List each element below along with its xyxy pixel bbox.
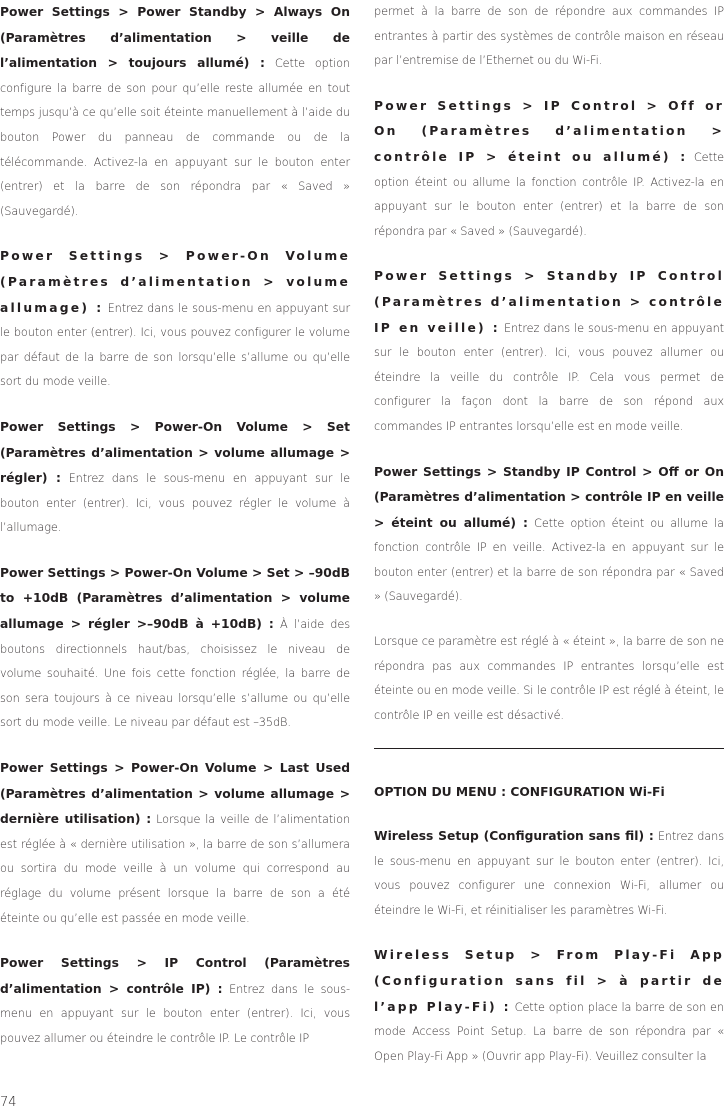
entry-standby-note: [374, 630, 724, 728]
entry-ip-control: [0, 951, 350, 1051]
page-number: 74: [0, 1095, 17, 1110]
entry-wireless-setup: [374, 824, 724, 923]
entry-body: Entrez dans le sous-menu en appuyant sur le bouton enter (entrer). Ici, vous pouvez allumer ou éteindre la veille du contrôle IP. Cela vous permet de configurer la façon dont la barre de son répond aux commandes IP entrantes lorsqu’elle est en mode veille.: [374, 321, 724, 433]
entry-wireless-setup-play-fi: [374, 943, 724, 1069]
entry-heading: Power Settings > Power Standby > Always On (Paramètres d’alimentation > veille de l’alimentation > toujours allumé) :: [0, 5, 350, 71]
entry-power-on-volume-range: [0, 561, 350, 736]
right-column: [374, 0, 724, 1089]
entry-body: Cette option configure la barre de son pour qu’elle reste allumée en tout temps jusqu’à ce qu’elle soit éteinte manuellement à l’aide du bouton Power du panneau de commande ou de la télécommande. Activez-la en appuyant sur le bouton enter (entrer) et la barre de son répondra par « Saved » (Sauvegardé).: [0, 57, 350, 218]
section-divider: [374, 748, 724, 749]
entry-body: Cette option place la barre de son en mode Access Point Setup. La barre de son répondra par « Open Play-Fi App » (Ouvrir app Play-Fi). Veuillez consulter la: [374, 1000, 724, 1063]
entry-body: Entrez dans le sous-menu en appuyant sur le bouton enter (entrer). Ici, vous pouvez allumer ou éteindre le contrôle IP. Le contrôle IP: [0, 982, 350, 1045]
left-column: [0, 0, 350, 1072]
entry-standby-ip-control: [374, 264, 724, 439]
entry-ip-control-off-on: [374, 94, 724, 245]
entry-heading: Power Settings > IP Control > Off or On (Paramètres d’alimentation > contrôle IP > éteint ou allumé) :: [374, 98, 724, 164]
entry-heading: Wireless Setup > From Play-Fi App (Configuration sans fil > à partir de l’app Play-Fi) :: [374, 948, 724, 1014]
entry-heading: Power Settings > Power-On Volume > Set > –90dB to +10dB (Paramètres d’alimentation > volume allumage > régler >–90dB à +10dB) :: [0, 565, 350, 632]
entry-power-standby-always-on: [0, 0, 350, 224]
entry-standby-ip-control-off-on: [374, 460, 724, 611]
entry-heading: Wireless Setup (Configuration sans fil) :: [374, 829, 654, 844]
entry-power-on-volume-set: [0, 415, 350, 541]
entry-body: Lorsque la veille de l’alimentation est réglée à « dernière utilisation », la barre de son s’allumera ou sortira du mode veille à un volume qui correspond au réglage du volume présent lorsque la barre de son a été éteinte ou qu’elle est passée en mode veille.: [0, 813, 351, 925]
entry-body: Entrez dans le sous-menu en appuyant sur le bouton enter (entrer). Ici, vous pouvez configurer le volume par défaut de la barre de son lorsqu’elle s’allume ou qu’elle sort du mode veille.: [0, 301, 350, 389]
entry-body: Entrez dans le sous-menu en appuyant sur le bouton enter (entrer). Ici, vous pouvez régler le volume à l’allumage.: [0, 472, 350, 535]
entry-ip-control-continued: [374, 0, 724, 74]
entry-body: Cette option éteint ou allume la fonction contrôle IP. Activez-la en appuyant sur le bouton enter (entrer) et la barre de son répondra par « Saved » (Sauvegardé).: [374, 150, 724, 238]
entry-power-on-volume: [0, 244, 350, 395]
menu-section-title: OPTION DU MENU : CONFIGURATION Wi-Fi: [374, 785, 665, 800]
entry-body: Entrez dans le sous-menu en appuyant sur le bouton enter (entrer). Ici, vous pouvez configurer une connexion Wi-Fi, allumer ou éteindre le Wi-Fi, et réinitialiser les paramètres Wi-Fi.: [374, 830, 724, 917]
entry-heading: Power Settings > Power-On Volume (Paramètres d’alimentation > volume allumage) :: [0, 249, 350, 315]
entry-heading: Power Settings > Power-On Volume > Set (Paramètres d’alimentation > volume allumage > régler) :: [0, 419, 350, 486]
entry-body: permet à la barre de son de répondre aux commandes IP entrantes à partir des systèmes de contrôle maison en réseau par l’entremise de l’Ethernet ou du Wi-Fi.: [374, 5, 724, 68]
entry-heading: Power Settings > Standby IP Control (Paramètres d’alimentation > contrôle IP en veille) :: [374, 269, 724, 335]
entry-power-on-volume-last-used: [0, 756, 350, 931]
entry-body: Lorsque ce paramètre est réglé à « éteint », la barre de son ne répondra pas aux commandes IP entrantes lorsqu’elle est éteinte ou en mode veille. Si le contrôle IP est réglé à éteint, le contrôle IP en veille est désactivé.: [374, 635, 724, 722]
entry-body: À l’aide des boutons directionnels haut/bas, choisissez le niveau de volume souhaité. Une fois cette fonction réglée, la barre de son sera toujours à ce niveau lorsqu’elle s’allume ou qu’elle sort du mode veille. Le niveau par défaut est –35dB.: [0, 618, 350, 730]
entry-body: Cette option éteint ou allume la fonction contrôle IP en veille. Activez-la en appuyant sur le bouton enter (entrer) et la barre de son répondra par « Saved » (Sauvegardé).: [374, 516, 724, 604]
entry-heading: Power Settings > IP Control (Paramètres d’alimentation > contrôle IP) :: [0, 956, 350, 996]
entry-heading: Power Settings > Power-On Volume > Last Used (Paramètres d’alimentation > volume allumage > dernière utilisation) :: [0, 761, 350, 827]
entry-heading: Power Settings > Standby IP Control > Off or On (Paramètres d’alimentation > contrôle IP en veille > éteint ou allumé) :: [374, 464, 724, 530]
